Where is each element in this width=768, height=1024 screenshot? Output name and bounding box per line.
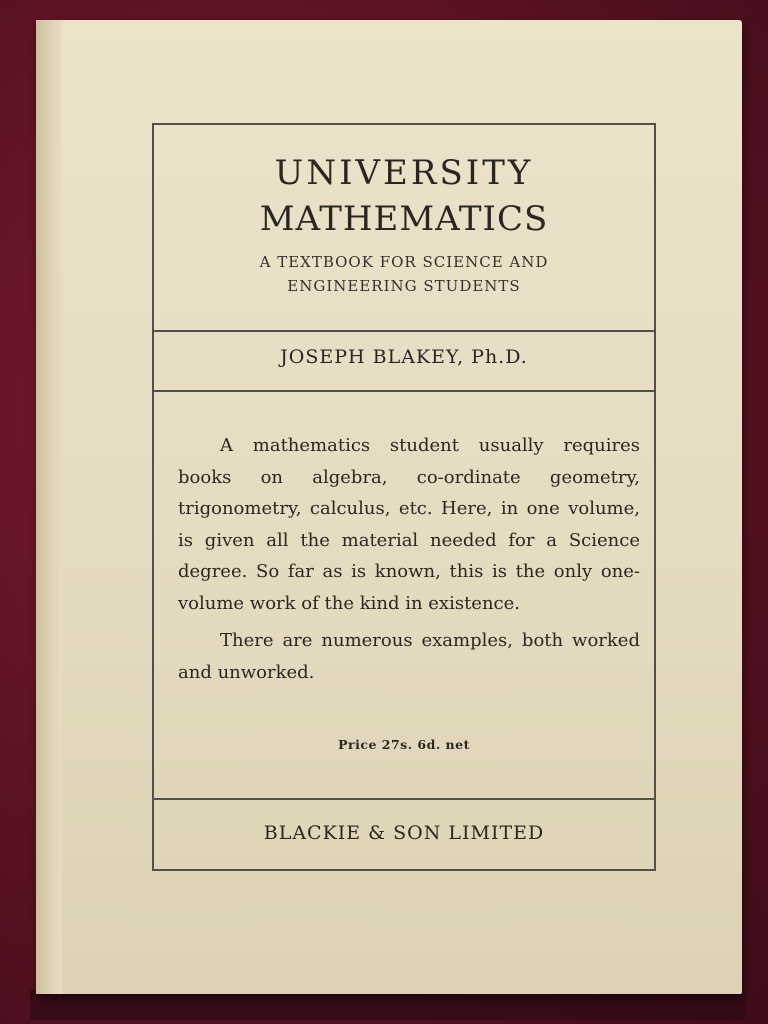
title-line-2: MATHEMATICS — [259, 199, 549, 239]
author-name: JOSEPH BLAKEY, Ph.D. — [280, 346, 528, 368]
cover-frame — [152, 123, 656, 871]
book-shadow — [30, 990, 745, 1020]
blurb-paragraph: A mathematics student usually requires books on algebra, co-ordinate geometry, trigonometry, calculus, etc. Here, in one volume, is given all the material needed for a Science degree. So far as is known, this is the only one-volume work of the kind in existence. — [178, 435, 640, 614]
book-spine-edge — [36, 20, 62, 994]
subtitle-line-1: A TEXTBOOK FOR SCIENCE AND — [259, 253, 549, 271]
book-cover — [36, 20, 742, 994]
blurb-block — [154, 392, 654, 798]
blurb-text — [178, 430, 640, 688]
publisher-name: BLACKIE & SON LIMITED — [263, 822, 545, 844]
price-label: Price 27s. 6d. net — [338, 737, 470, 752]
title-line-1: UNIVERSITY — [274, 153, 534, 193]
subtitle-line-2: ENGINEERING STUDENTS — [287, 277, 521, 295]
author-block — [154, 332, 654, 390]
title-block — [154, 125, 654, 330]
blurb-paragraph: There are numerous examples, both worked and unworked. — [178, 630, 640, 683]
publisher-block — [154, 800, 654, 869]
